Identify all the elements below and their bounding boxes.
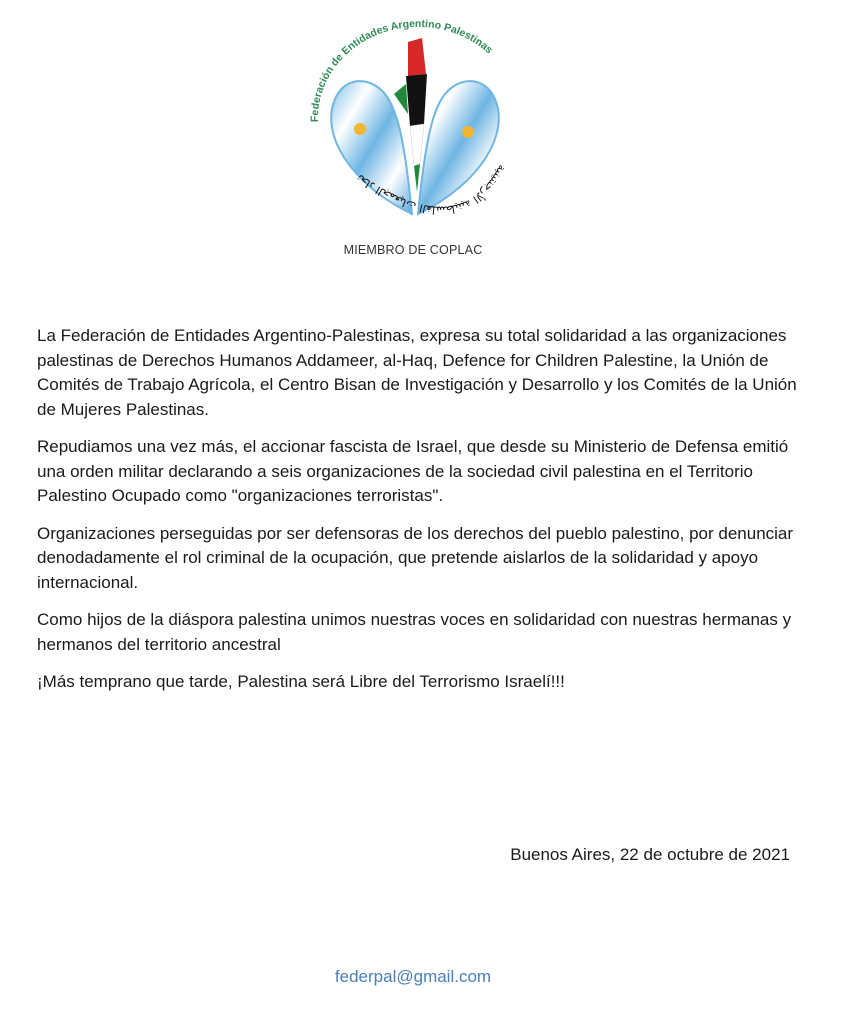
paragraph-closing-slogan: ¡Más temprano que tarde, Palestina será Libre del Terrorismo Israelí!!! bbox=[37, 672, 565, 691]
contact-email-link[interactable]: federpal@gmail.com bbox=[334, 967, 492, 986]
logo-arabic-text: تحاد الجمعيات الفلسطينية الأرجنتينية bbox=[354, 162, 509, 217]
left-sun-icon bbox=[354, 123, 366, 135]
letter-body bbox=[37, 324, 807, 708]
logo-arc-text: Federación de Entidades Argentino Palestinas bbox=[308, 17, 495, 123]
membership-caption: MIEMBRO DE COPLAC bbox=[343, 243, 483, 257]
federation-logo bbox=[290, 14, 540, 246]
place-date: Buenos Aires, 22 de octubre de 2021 bbox=[510, 845, 790, 864]
paragraph-repudiation: Repudiamos una vez más, el accionar fascista de Israel, que desde su Ministerio de Defensa emitió una orden militar declarando a seis organizaciones de la sociedad civil palestina en el Territorio Palestino Ocupado como "organizaciones terroristas". bbox=[37, 437, 789, 505]
paragraph-solidarity: La Federación de Entidades Argentino-Palestinas, expresa su total solidaridad a las organizaciones palestinas de Derechos Humanos Addameer, al-Haq, Defence for Children Palestine, la Unión de Comités de Trabajo Agrícola, el Centro Bisan de Investigación y Desarrollo y los Comités de la Unión de Mujeres Palestinas. bbox=[37, 326, 797, 419]
right-sun-icon bbox=[462, 126, 474, 138]
paragraph-diaspora: Como hijos de la diáspora palestina unimos nuestras voces en solidaridad con nuestras hermanas y hermanos del territorio ancestral bbox=[37, 610, 792, 654]
paragraph-persecuted-organizations: Organizaciones perseguidas por ser defensoras de los derechos del pueblo palestino, por denunciar denodadamente el rol criminal de la ocupación, que pretende aislarlos de la solidaridad y apoyo internacional. bbox=[37, 523, 794, 592]
